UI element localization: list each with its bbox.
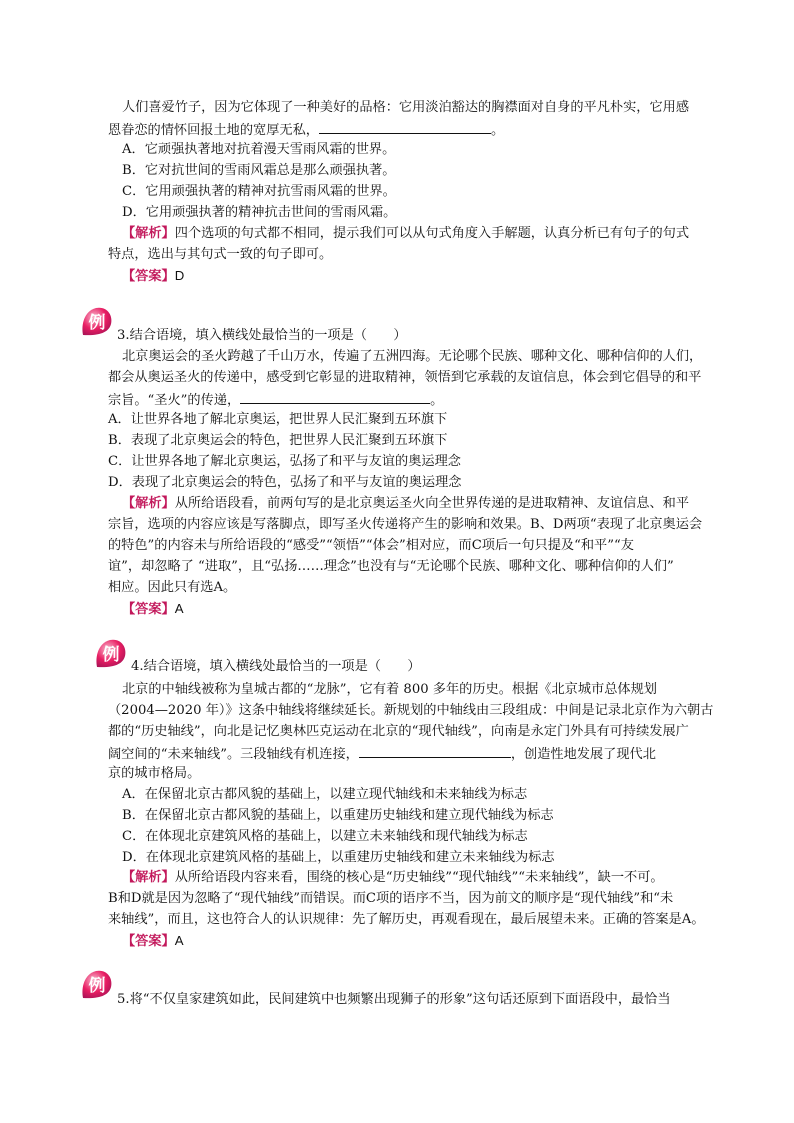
answer-blank xyxy=(319,119,491,134)
answer-value: D xyxy=(174,268,185,283)
example-badge-icon xyxy=(94,637,128,671)
answer-tag: 【答案】 xyxy=(122,602,175,617)
q4-option-c: C．在体现北京建筑风格的基础上，以建立未来轴线和现代轴线为标志 xyxy=(122,829,528,844)
q4-analysis-line-1 xyxy=(122,868,726,888)
answer-value: A xyxy=(174,933,184,948)
q4-option-a: A．在保留北京古都风貌的基础上，以建立现代轴线和未来轴线为标志 xyxy=(122,787,528,802)
q5-title: 5.将“不仅皇家建筑如此，民间建筑中也频繁出现狮子的形象”这句话还原到下面语段中，最恰当 xyxy=(117,992,671,1007)
q2-answer xyxy=(122,266,726,287)
q3-stem-line-2: 都会从奥运圣火的传递中，感受到它彰显的进取精神，领悟到它承载的友谊信息，体会到它倡导的和平 xyxy=(108,370,702,385)
q4-stem-line-5: 京的城市格局。 xyxy=(108,766,201,781)
q3-stem-end: 。 xyxy=(430,393,444,408)
q3-analysis-line-2: 宗旨，选项的内容应该是写落脚点，即写圣火传递将产生的影响和效果。B、D两项“表现了北京奥运会 xyxy=(108,517,703,532)
example-badge-icon xyxy=(80,305,114,339)
analysis-tag: 【解析】 xyxy=(122,870,175,885)
q4-analysis-line-2: B和D就是因为忽略了“现代轴线”而错误。而C项的语序不当，因为前文的顺序是“现代轴线”和“未 xyxy=(108,891,674,906)
q2-option-d: D．它用顽强执著的精神抗击世间的雪雨风霜。 xyxy=(122,205,397,220)
q4-stem-line-4 xyxy=(108,743,712,765)
q3-analysis-line-4: 谊”，却忽略了 “进取”，且“弘扬……理念”也没有与“无论哪个民族、哪种文化、哪种信仰的人们” xyxy=(108,559,674,574)
q3-option-a: A．让世界各地了解北京奥运，把世界人民汇聚到五环旗下 xyxy=(108,412,448,427)
analysis-tag: 【解析】 xyxy=(122,496,175,511)
analysis-text: 从所给语段内容来看，围绕的核心是“历史轴线”“现代轴线”“未来轴线”，缺一不可。 xyxy=(174,870,664,885)
analysis-text: 从所给语段看，前两句写的是北京奥运圣火向全世界传递的是进取精神、友谊信息、和平 xyxy=(174,496,690,511)
q4-stem-line-1: 北京的中轴线被称为皇城古都的“龙脉”，它有着 800 多年的历史。根据《北京城市总体规划 xyxy=(122,682,657,697)
answer-blank xyxy=(359,743,511,758)
q3-option-b: B．表现了北京奥运会的特色，把世界人民汇聚到五环旗下 xyxy=(108,433,448,448)
q4-stem-line-3: 都的“历史轴线”，向北是记忆奥林匹克运动在北京的“现代轴线”，向南是永定门外具有可持续发展广 xyxy=(108,724,689,739)
q4-answer xyxy=(122,931,726,952)
answer-tag: 【答案】 xyxy=(122,934,175,949)
q2-stem-end: 。 xyxy=(491,123,505,138)
q3-answer xyxy=(122,599,726,620)
q3-option-d: D．表现了北京奥运会的特色，弘扬了和平与友谊的奥运理念 xyxy=(108,475,462,490)
q4-title: 4.结合语境，填入横线处最恰当的一项是（ ） xyxy=(131,659,421,674)
analysis-tag: 【解析】 xyxy=(122,226,175,241)
q2-stem-line-1: 人们喜爱竹子，因为它体现了一种美好的品格：它用淡泊豁达的胸襟面对自身的平凡朴实，它用感 xyxy=(122,100,690,115)
q3-analysis-line-1 xyxy=(122,494,726,514)
answer-blank xyxy=(240,389,430,404)
q4-stem-line-2: （2004—2020 年）》这条中轴线将继续延长。新规划的中轴线由三段组成：中间是记录北京作为六朝古 xyxy=(108,703,714,718)
q2-option-a: A．它顽强执著地对抗着漫天雪雨风霜的世界。 xyxy=(122,142,396,157)
badge-label: 例 xyxy=(88,313,106,333)
q3-title: 3.结合语境，填入横线处最恰当的一项是（ ） xyxy=(117,328,407,343)
badge-label: 例 xyxy=(88,976,106,996)
q4-option-b: B．在保留北京古都风貌的基础上，以重建历史轴线和建立现代轴线为标志 xyxy=(122,808,554,823)
q4-option-d: D．在体现北京建筑风格的基础上，以重建历史轴线和建立未来轴线为标志 xyxy=(122,850,555,865)
q4-stem-text-2: ，创造性地发展了现代北 xyxy=(510,747,656,762)
q3-analysis-line-3: 的特色”的内容未与所给语段的“感受”“领悟”“体会”相对应，而C项后一句只提及“和平”“友 xyxy=(108,538,634,553)
answer-value: A xyxy=(174,601,184,616)
analysis-text: 四个选项的句式都不相同，提示我们可以从句式角度入手解题，认真分析已有句子的句式 xyxy=(174,226,690,241)
answer-tag: 【答案】 xyxy=(122,269,175,284)
q3-stem-text: 宗旨。“圣火”的传递， xyxy=(108,393,241,408)
q2-stem-text: 恩眷恋的情怀回报土地的宽厚无私， xyxy=(108,123,319,138)
q3-analysis-line-5: 相应。因此只有选A。 xyxy=(108,580,237,595)
q2-stem-line-2 xyxy=(108,119,712,141)
q2-option-b: B．它对抗世间的雪雨风霜总是那么顽强执著。 xyxy=(122,163,396,178)
q4-analysis-line-3: 来轴线”，而且，这也符合人的认识规律：先了解历史，再观看现在，最后展望未来。正确的答案是A。 xyxy=(108,912,705,927)
q3-stem-line-3 xyxy=(108,389,712,411)
q3-option-c: C．让世界各地了解北京奥运，弘扬了和平与友谊的奥运理念 xyxy=(108,454,461,469)
q2-option-c: C．它用顽强执著的精神对抗雪雨风霜的世界。 xyxy=(122,184,396,199)
example-badge-icon xyxy=(80,968,114,1002)
q2-analysis-line-1 xyxy=(122,224,726,244)
badge-label: 例 xyxy=(102,645,120,665)
q3-stem-line-1: 北京奥运会的圣火跨越了千山万水，传遍了五洲四海。无论哪个民族、哪种文化、哪种信仰的人们， xyxy=(122,349,703,364)
q2-analysis-line-2: 特点，选出与其句式一致的句子即可。 xyxy=(108,247,333,262)
q4-stem-text: 阔空间的“未来轴线”。三段轴线有机连接， xyxy=(108,747,359,762)
